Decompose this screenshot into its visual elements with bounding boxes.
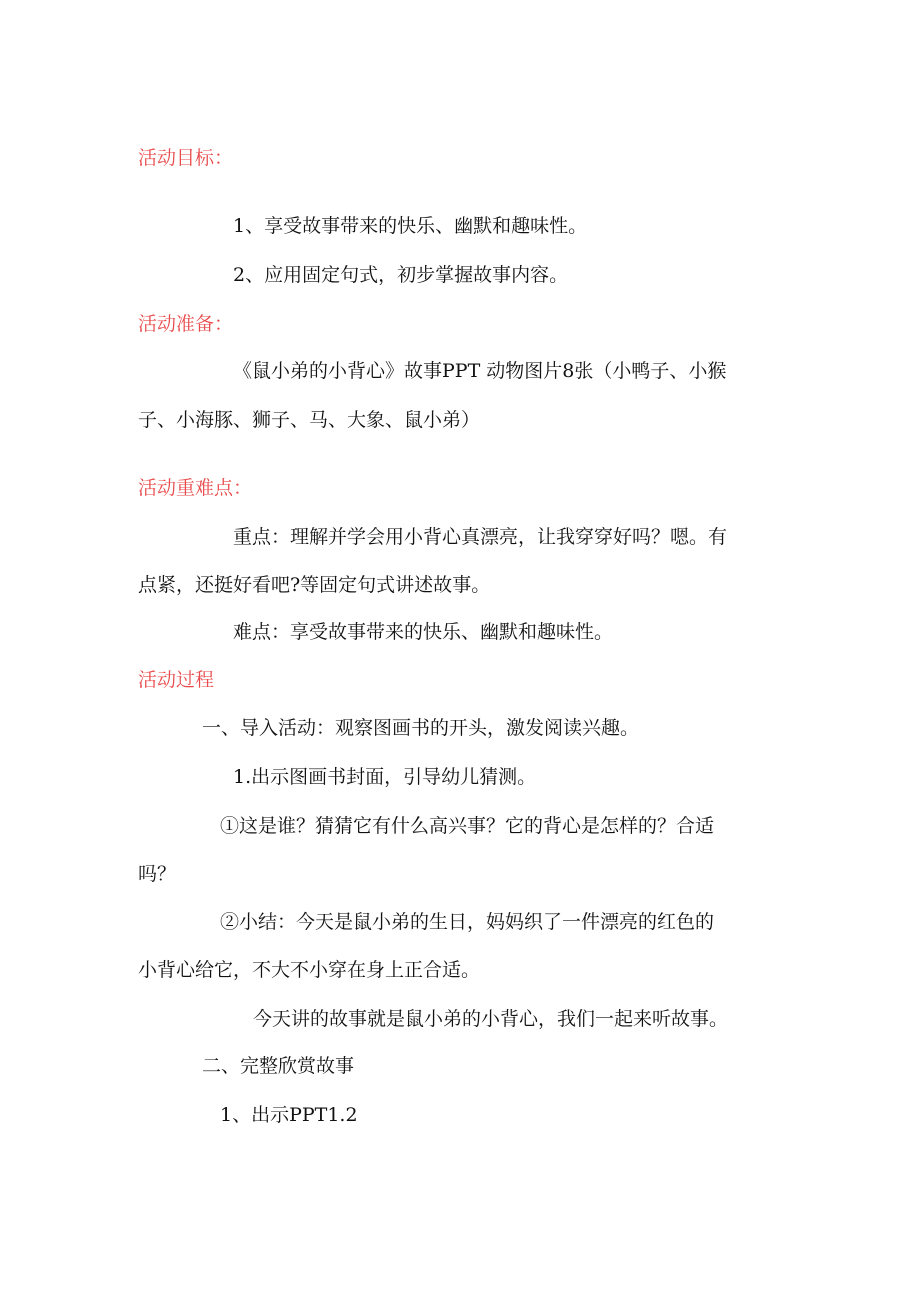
process-heading: 活动过程 xyxy=(138,669,215,691)
preparation-text-line-2: 子、小海豚、狮子、马、大象、鼠小弟） xyxy=(138,409,481,431)
question-line-1: ①这是谁？猜猜它有什么高兴事？它的背心是怎样的？合适 xyxy=(220,815,715,837)
key-point-line-1: 重点：理解并学会用小背心真漂亮，让我穿穿好吗？嗯。有 xyxy=(233,526,728,548)
process-step-1-title: 一、导入活动：观察图画书的开头，激发阅读兴趣。 xyxy=(202,717,640,739)
process-step-2-sub-1: 1、出示PPT1.2 xyxy=(220,1104,358,1126)
process-step-2-title: 二、完整欣赏故事 xyxy=(202,1055,355,1077)
difficulty-point: 难点：享受故事带来的快乐、幽默和趣味性。 xyxy=(233,621,614,643)
preparation-text-line-1: 《鼠小弟的小背心》故事PPT 动物图片8张（小鸭子、小猴 xyxy=(233,360,727,382)
summary-line-2: 小背心给它，不大不小穿在身上正合适。 xyxy=(138,959,481,981)
key-point-line-2: 点紧，还挺好看吧?等固定句式讲述故事。 xyxy=(138,574,491,596)
process-step-1-sub-1: 1.出示图画书封面，引导幼儿猜测。 xyxy=(233,766,537,788)
summary-line-1: ②小结：今天是鼠小弟的生日，妈妈织了一件漂亮的红色的 xyxy=(220,911,715,933)
key-points-heading: 活动重难点： xyxy=(138,477,253,499)
summary-line-3: 今天讲的故事就是鼠小弟的小背心，我们一起来听故事。 xyxy=(253,1008,729,1030)
goal-item-1: 1、享受故事带来的快乐、幽默和趣味性。 xyxy=(233,215,588,237)
preparation-heading: 活动准备： xyxy=(138,313,234,335)
question-line-2: 吗？ xyxy=(138,863,177,885)
goals-heading: 活动目标： xyxy=(138,147,234,169)
goal-item-2: 2、应用固定句式，初步掌握故事内容。 xyxy=(233,264,569,286)
